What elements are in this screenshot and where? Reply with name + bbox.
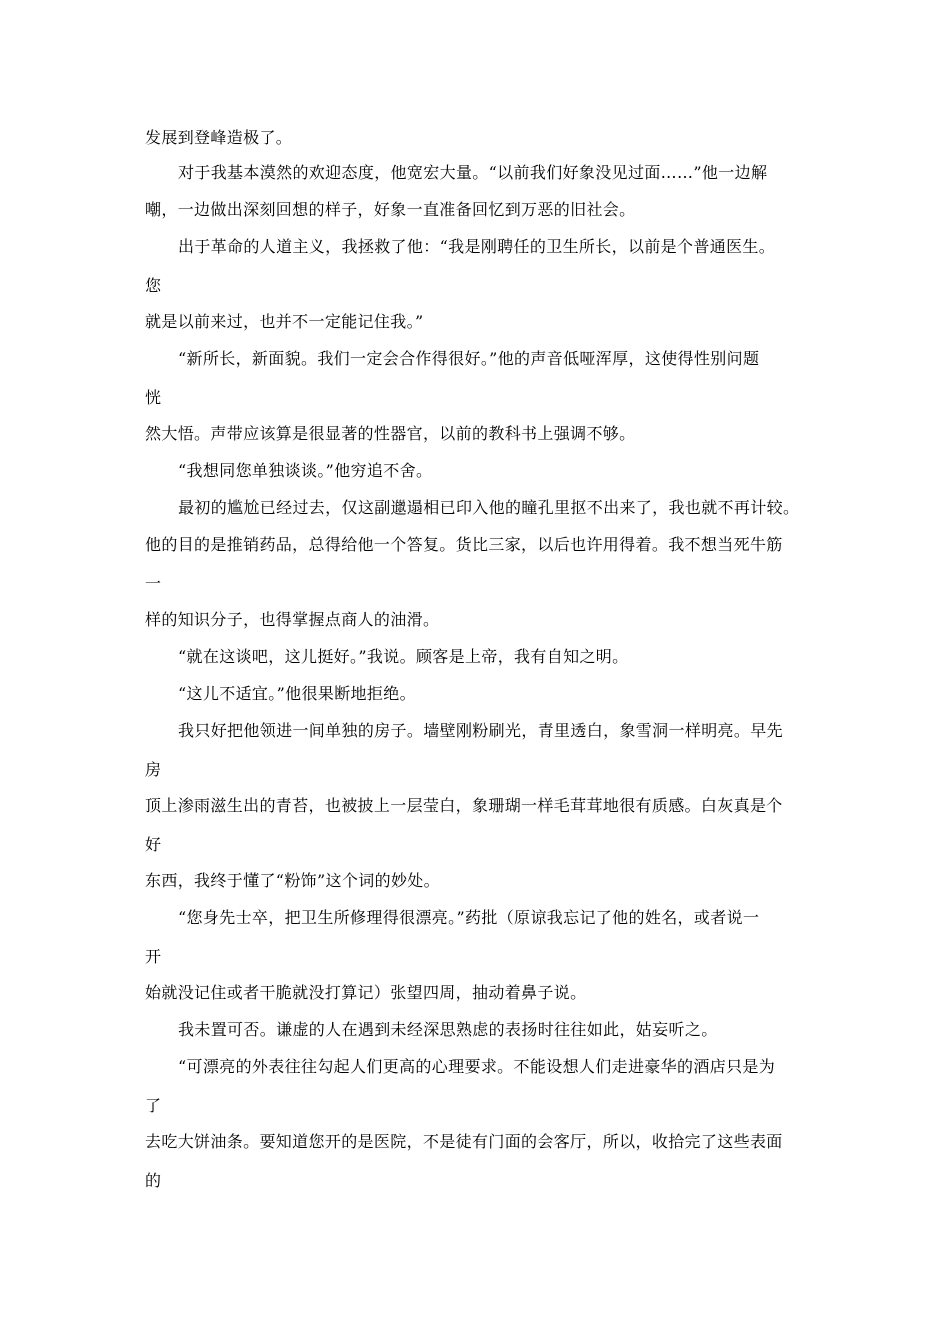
text-line: 我只好把他领进一间单独的房子。墙壁刚粉刷光，青里透白，象雪洞一样明亮。早先 [178, 721, 783, 740]
text-line: 嘲，一边做出深刻回想的样子，好象一直准备回忆到万恶的旧社会。 [145, 200, 636, 219]
text-line: 房 [145, 760, 162, 779]
text-line: 了 [145, 1096, 162, 1115]
text-line: 始就没记住或者干脆就没打算记）张望四周，抽动着鼻子说。 [145, 983, 587, 1002]
text-line: 好 [145, 835, 162, 854]
text-line: 然大悟。声带应该算是很显著的性器官，以前的教科书上强调不够。 [145, 424, 636, 443]
text-line: “您身先士卒，把卫生所修理得很漂亮。”药批（原谅我忘记了他的姓名，或者说一 [178, 908, 760, 927]
text-line: 我未置可否。谦虚的人在遇到未经深思熟虑的表扬时往往如此，姑妄听之。 [178, 1020, 718, 1039]
text-line: 顶上渗雨滋生出的青苔，也被披上一层莹白，象珊瑚一样毛茸茸地很有质感。白灰真是个 [145, 796, 783, 815]
text-line: 一 [145, 574, 162, 593]
text-line: “这儿不适宜。”他很果断地拒绝。 [178, 684, 416, 703]
text-line: 的 [145, 1171, 162, 1190]
text-line: 最初的尴尬已经过去，仅这副邋遢相已印入他的瞳孔里抠不出来了，我也就不再计较。 [178, 498, 800, 517]
text-line: 就是以前来过，也并不一定能记住我。” [145, 312, 424, 331]
text-line: 您 [145, 276, 162, 295]
text-line: “就在这谈吧，这儿挺好。”我说。顾客是上帝，我有自知之明。 [178, 647, 629, 666]
text-line: “新所长，新面貌。我们一定会合作得很好。”他的声音低哑浑厚，这使得性别问题 [178, 349, 760, 368]
text-line: “可漂亮的外表往往勾起人们更高的心理要求。不能设想人们走进豪华的酒店只是为 [178, 1057, 776, 1076]
text-line: 对于我基本漠然的欢迎态度，他宽宏大量。“以前我们好象没见过面……”他一边解 [178, 163, 768, 182]
text-line: 样的知识分子，也得掌握点商人的油滑。 [145, 610, 440, 629]
text-line: 开 [145, 947, 162, 966]
text-line: 恍 [145, 388, 162, 407]
text-line: 去吃大饼油条。要知道您开的是医院，不是徒有门面的会客厅，所以，收拾完了这些表面 [145, 1132, 783, 1151]
text-line: “我想同您单独谈谈。”他穷追不舍。 [178, 461, 433, 480]
text-line: 东西，我终于懂了“粉饰”这个词的妙处。 [145, 871, 441, 890]
text-line: 出于革命的人道主义，我拯救了他：“我是刚聘任的卫生所长，以前是个普通医生。 [178, 237, 776, 256]
text-line: 发展到登峰造极了。 [145, 128, 293, 147]
text-line: 他的目的是推销药品，总得给他一个答复。货比三家，以后也许用得着。我不想当死牛筋 [145, 535, 783, 554]
